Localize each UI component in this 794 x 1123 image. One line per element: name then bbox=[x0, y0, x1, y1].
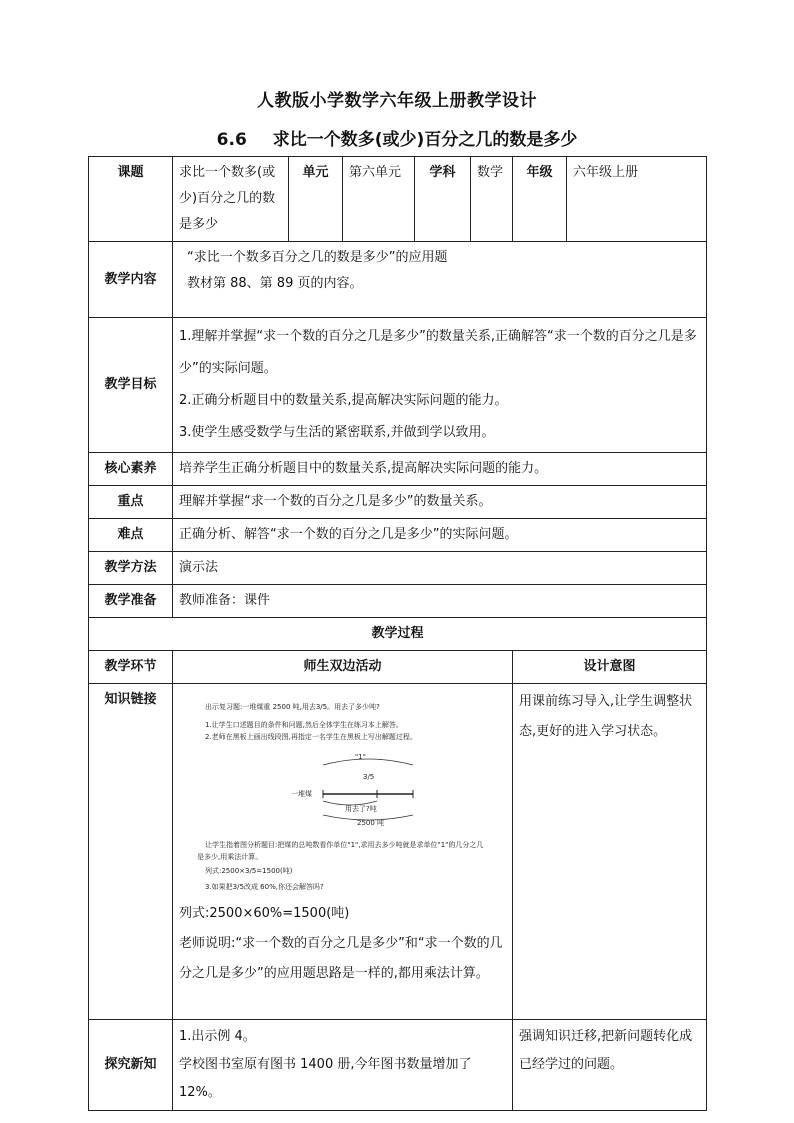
lesson-number: 6.6 bbox=[216, 130, 247, 150]
unit-value: 第六单元 bbox=[343, 157, 415, 242]
explore-line: 1.出示例 4。 bbox=[179, 1029, 256, 1044]
figure-unit-label: "1" bbox=[355, 753, 366, 761]
lesson-plan-table bbox=[88, 156, 707, 1111]
whole-brace bbox=[323, 759, 413, 765]
explore-line: 学校图书室原有图书 1400 册,今年图书数量增加了 12%。 bbox=[179, 1057, 472, 1100]
difficulty-row bbox=[89, 519, 707, 552]
figure-used-label: 用去了?吨 bbox=[345, 805, 377, 813]
activity-column-header: 师生双边活动 bbox=[173, 651, 513, 684]
lesson-title bbox=[0, 125, 794, 150]
process-header-row bbox=[89, 651, 707, 684]
subject-value: 数学 bbox=[471, 157, 513, 242]
content-row bbox=[89, 242, 707, 318]
difficulty-text: 正确分析、解答“求一个数的百分之几是多少”的实际问题。 bbox=[173, 519, 707, 552]
unit-label: 单元 bbox=[289, 157, 343, 242]
literacy-row bbox=[89, 453, 707, 486]
content-line: 教材第 88、第 89 页的内容。 bbox=[187, 276, 363, 291]
total-brace bbox=[323, 815, 413, 820]
preparation-row bbox=[89, 585, 707, 618]
process-title-row bbox=[89, 618, 707, 651]
topic-label: 课题 bbox=[89, 157, 173, 242]
knowledge-link-label: 知识链接 bbox=[89, 684, 173, 1020]
knowledge-explanation: 老师说明:“求一个数的百分之几是多少”和“求一个数的几分之几是多少”的应用题思路是一样的,都用乘法计算。 bbox=[179, 936, 503, 981]
knowledge-intent: 用课前练习导入,让学生调整状态,更好的进入学习状态。 bbox=[513, 684, 707, 1020]
literacy-label: 核心素养 bbox=[89, 453, 173, 486]
figure-total-label: 2500 吨 bbox=[357, 819, 385, 827]
figure-text: 2.老师在黑板上画出线段图,再指定一名学生在黑板上写出解题过程。 bbox=[205, 733, 417, 741]
explore-intent: 强调知识迁移,把新问题转化成已经学过的问题。 bbox=[513, 1020, 707, 1111]
grade-label: 年级 bbox=[513, 157, 567, 242]
figure-text: 是多少,用乘法计算。 bbox=[197, 853, 263, 861]
intent-column-header: 设计意图 bbox=[513, 651, 707, 684]
process-title: 教学过程 bbox=[89, 618, 707, 651]
info-row bbox=[89, 157, 707, 242]
method-row bbox=[89, 552, 707, 585]
goals-row bbox=[89, 318, 707, 453]
goal-item: 3.使学生感受数学与生活的紧密联系,并做到学以致用。 bbox=[179, 425, 495, 440]
figure-text: 1.让学生口述题目的条件和问题,然后全体学生在练习本上解答。 bbox=[205, 721, 403, 729]
figure-text: 3.如果把3/5改成 60%,你还会解答吗? bbox=[205, 883, 324, 891]
goals-label: 教学目标 bbox=[89, 318, 173, 453]
figure-text: 出示复习题:一堆煤重 2500 吨,用去3/5。用去了多少吨? bbox=[205, 703, 380, 711]
key-point-text: 理解并掌握“求一个数的百分之几是多少”的数量关系。 bbox=[173, 486, 707, 519]
explore-row bbox=[89, 1020, 707, 1111]
method-label: 教学方法 bbox=[89, 552, 173, 585]
stage-column-header: 教学环节 bbox=[89, 651, 173, 684]
figure-fraction-label: 3/5 bbox=[363, 773, 375, 781]
knowledge-link-row bbox=[89, 684, 707, 1020]
key-point-label: 重点 bbox=[89, 486, 173, 519]
review-exercise-figure bbox=[179, 695, 519, 895]
preparation-label: 教学准备 bbox=[89, 585, 173, 618]
key-point-row bbox=[89, 486, 707, 519]
subject-label: 学科 bbox=[415, 157, 471, 242]
preparation-text: 教师准备：课件 bbox=[173, 585, 707, 618]
figure-formula: 列式:2500×3/5=1500(吨) bbox=[205, 867, 293, 875]
content-label: 教学内容 bbox=[89, 242, 173, 318]
content-line: “求比一个数多百分之几的数是多少”的应用题 bbox=[187, 250, 448, 265]
topic-value: 求比一个数多(或少)百分之几的数是多少 bbox=[173, 157, 289, 242]
goal-item: 1.理解并掌握“求一个数的百分之几是多少”的数量关系,正确解答“求一个数的百分之几是多少”的实际问题。 bbox=[179, 329, 697, 376]
grade-value: 六年级上册 bbox=[567, 157, 707, 242]
figure-coal-label: 一堆煤 bbox=[291, 790, 312, 798]
lesson-title-text: 求比一个数多(或少)百分之几的数是多少 bbox=[272, 130, 578, 150]
line-segment-diagram bbox=[179, 695, 519, 895]
used-brace bbox=[323, 801, 377, 805]
knowledge-formula: 列式:2500×60%=1500(吨) bbox=[179, 906, 350, 921]
figure-text: 让学生指着图分析题目:把煤的总吨数看作单位"1",求用去多少吨就是求单位"1"的几分之几 bbox=[205, 841, 484, 849]
document-title: 人教版小学数学六年级上册教学设计 bbox=[257, 91, 537, 111]
goal-item: 2.正确分析题目中的数量关系,提高解决实际问题的能力。 bbox=[179, 393, 508, 408]
difficulty-label: 难点 bbox=[89, 519, 173, 552]
method-text: 演示法 bbox=[173, 552, 707, 585]
literacy-text: 培养学生正确分析题目中的数量关系,提高解决实际问题的能力。 bbox=[173, 453, 707, 486]
explore-label: 探究新知 bbox=[89, 1020, 173, 1111]
